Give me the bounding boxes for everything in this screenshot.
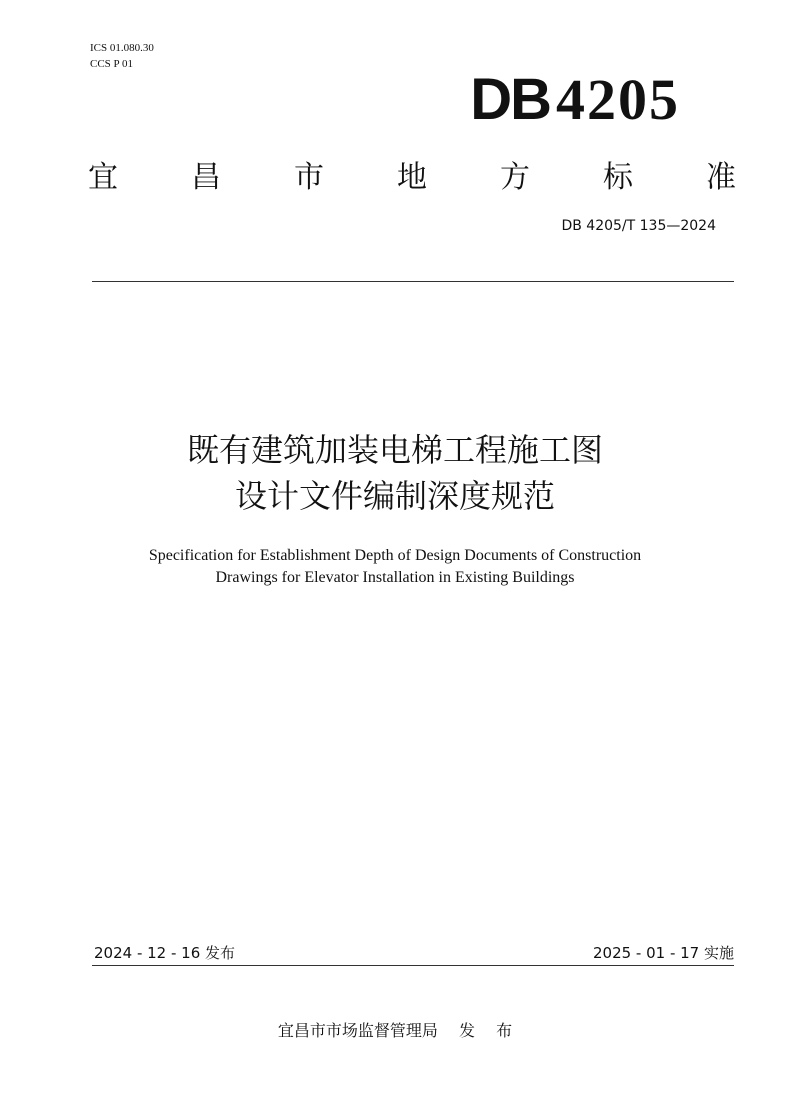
logo-number: 4205 (556, 67, 680, 132)
title-en-line1: Specification for Establishment Depth of Design Documents of Construction (148, 547, 642, 564)
standard-type-char: 宜 (88, 160, 118, 195)
standard-type-char: 地 (397, 160, 427, 195)
header-divider (92, 281, 734, 282)
issuing-authority: 宜昌市市场监督管理局 发 布 (277, 1021, 513, 1040)
implement-date: 2025 - 01 - 17 实施 (592, 944, 734, 962)
standard-type-char: 市 (294, 160, 324, 195)
standard-type-char: 昌 (191, 160, 221, 195)
ccs-code: CCS P 01 (90, 58, 134, 70)
standard-code: DB 4205/T 135—2024 (561, 218, 716, 234)
db-logo (470, 66, 680, 133)
title-cn-line1: 既有建筑加装电梯工程施工图 (186, 431, 603, 469)
ics-code: ICS 01.080.30 (90, 42, 154, 54)
title-cn-line2: 设计文件编制深度规范 (234, 477, 555, 515)
issue-date: 2024 - 12 - 16 发布 (94, 944, 236, 962)
classification-codes (90, 40, 154, 72)
title-en-line2: Drawings for Elevator Installation in Existing Buildings (215, 569, 575, 586)
standard-type-char: 方 (500, 160, 530, 195)
standard-type-heading (88, 152, 736, 196)
logo-prefix: DB (470, 67, 550, 132)
standard-type-char: 标 (603, 160, 633, 195)
standard-type-char: 准 (706, 160, 736, 195)
footer-divider (92, 965, 734, 966)
